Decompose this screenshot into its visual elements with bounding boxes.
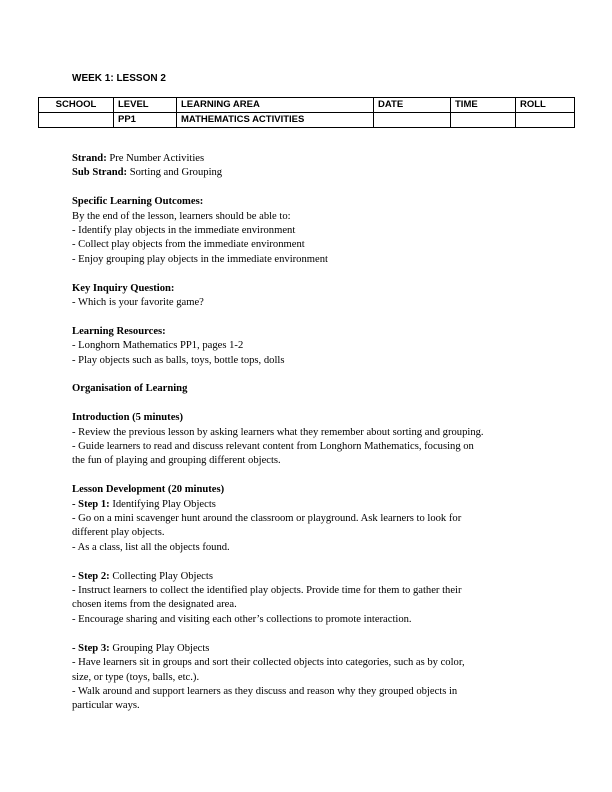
list-item: - Identify play objects in the immediate environment (72, 225, 296, 237)
step-2-title-line (72, 570, 552, 584)
strand-value: Pre Number Activities (106, 153, 205, 164)
paragraph-line: - Go on a mini scavenger hunt around the classroom or playground. Ask learners to look for (72, 513, 462, 525)
cell-school (39, 113, 114, 128)
paragraph-line: - Review the previous lesson by asking learners what they remember about sorting and grouping. (72, 426, 484, 438)
sub-strand-label: Sub Strand: (72, 167, 128, 179)
introduction-heading: Introduction (5 minutes) (72, 412, 184, 424)
step-1-title: Identifying Play Objects (109, 498, 216, 510)
inquiry-heading: Key Inquiry Question: (72, 282, 175, 294)
paragraph-line: the fun of playing and grouping different objects. (72, 455, 281, 467)
column-header-date: DATE (374, 98, 451, 113)
spacer (72, 397, 552, 411)
paragraph-line: - Instruct learners to collect the identified play objects. Provide time for them to gather their (72, 585, 462, 597)
step-3-label: - Step 3: (72, 642, 110, 654)
step-1-label: - Step 1: (72, 498, 110, 510)
paragraph-line: chosen items from the designated area. (72, 599, 237, 611)
step-3-title-line (72, 642, 552, 656)
step-2-label: - Step 2: (72, 570, 110, 582)
sub-strand-value: Sorting and Grouping (127, 167, 223, 179)
paragraph-line: size, or type (toys, balls, etc.). (72, 671, 200, 683)
paragraph-line: - Guide learners to read and discuss relevant content from Longhorn Mathematics, focusing on (72, 441, 474, 453)
strand-label: Strand: (72, 153, 107, 164)
paragraph-line: - As a class, list all the objects found. (72, 541, 230, 553)
step-2-title: Collecting Play Objects (109, 570, 213, 582)
outcomes-heading: Specific Learning Outcomes: (72, 196, 204, 208)
column-header-roll: ROLL (516, 98, 575, 113)
sub-strand-line (72, 166, 552, 180)
list-item: - Which is your favorite game? (72, 297, 204, 309)
cell-time (451, 113, 516, 128)
list-item: - Enjoy grouping play objects in the immediate environment (72, 253, 328, 265)
organisation-heading: Organisation of Learning (72, 383, 188, 395)
table-row (39, 113, 575, 128)
paragraph-line: - Encourage sharing and visiting each other’s collections to promote interaction. (72, 613, 412, 625)
step-3-title: Grouping Play Objects (109, 642, 210, 654)
list-item: - Collect play objects from the immediate environment (72, 239, 305, 251)
spacer (72, 555, 552, 569)
development-heading: Lesson Development (20 minutes) (72, 484, 225, 496)
column-header-level: LEVEL (114, 98, 177, 113)
resources-heading: Learning Resources: (72, 325, 166, 337)
paragraph-line: different play objects. (72, 527, 165, 539)
list-item: - Play objects such as balls, toys, bottle tops, dolls (72, 354, 285, 366)
spacer (72, 181, 552, 195)
cell-roll (516, 113, 575, 128)
cell-learning-area: MATHEMATICS ACTIVITIES (177, 113, 374, 128)
spacer (72, 368, 552, 382)
lesson-content (72, 152, 552, 714)
step-1-title-line (72, 498, 552, 512)
spacer (72, 469, 552, 483)
week-lesson-title: WEEK 1: LESSON 2 (72, 73, 166, 84)
column-header-time: TIME (451, 98, 516, 113)
cell-date (374, 113, 451, 128)
outcomes-intro: By the end of the lesson, learners should be able to: (72, 210, 291, 222)
column-header-school: SCHOOL (39, 98, 114, 113)
spacer (72, 310, 552, 324)
spacer (72, 267, 552, 281)
column-header-learning-area: LEARNING AREA (177, 98, 374, 113)
spacer (72, 627, 552, 641)
table-header-row (39, 98, 575, 113)
paragraph-line: particular ways. (72, 700, 140, 712)
strand-line (72, 152, 552, 166)
paragraph-line: - Have learners sit in groups and sort their collected objects into categories, such as by color, (72, 657, 465, 669)
cell-level: PP1 (114, 113, 177, 128)
list-item: - Longhorn Mathematics PP1, pages 1-2 (72, 340, 244, 352)
paragraph-line: - Walk around and support learners as they discuss and reason why they grouped objects in (72, 685, 458, 697)
lesson-info-table (38, 97, 575, 128)
